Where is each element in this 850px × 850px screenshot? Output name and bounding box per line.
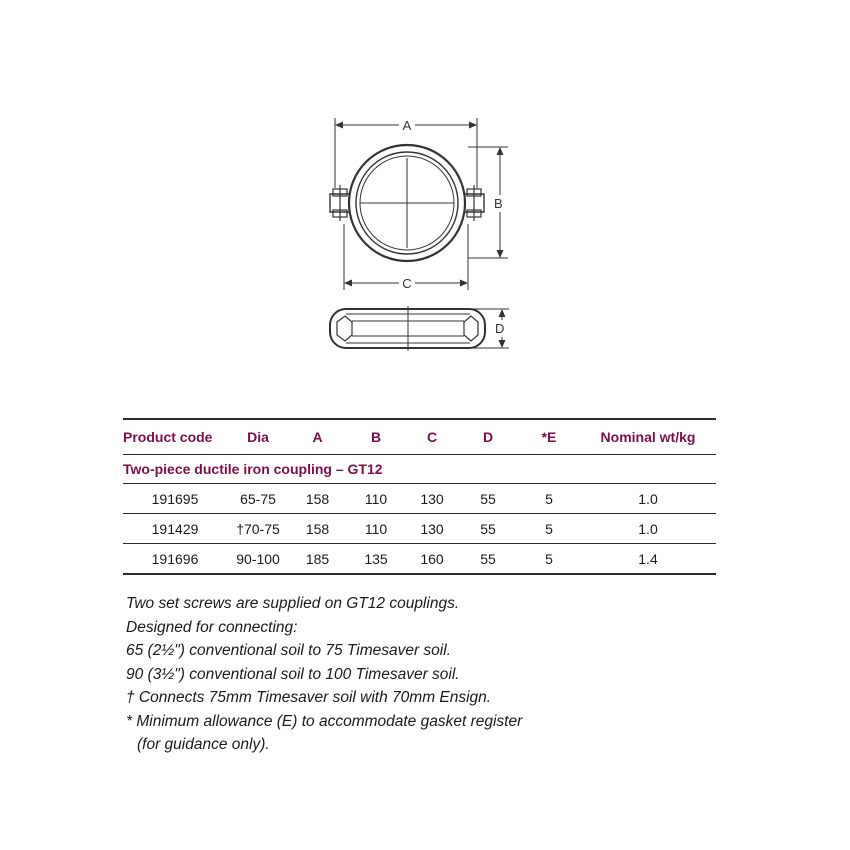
table-row — [123, 544, 716, 575]
cell-c: 130 — [406, 514, 458, 544]
cell-dia: 90-100 — [227, 544, 289, 575]
notes — [126, 592, 726, 757]
note-line: 90 (3½") conventional soil to 100 Timesaver soil. — [126, 665, 460, 683]
cell-d: 55 — [458, 514, 518, 544]
note-line: Designed for connecting: — [126, 618, 298, 636]
cell-e: 5 — [518, 514, 580, 544]
header-b: B — [346, 419, 406, 455]
cell-c: 130 — [406, 484, 458, 514]
header-d: D — [458, 419, 518, 455]
cell-product-code: 191695 — [123, 484, 227, 514]
dimension-label-c: C — [402, 276, 412, 291]
cell-e: 5 — [518, 484, 580, 514]
dimension-label-a: A — [402, 118, 412, 133]
cell-d: 55 — [458, 544, 518, 575]
header-dia: Dia — [227, 419, 289, 455]
cell-c: 160 — [406, 544, 458, 575]
cell-product-code: 191696 — [123, 544, 227, 575]
table-row — [123, 484, 716, 514]
cell-b: 110 — [346, 484, 406, 514]
cell-e: 5 — [518, 544, 580, 575]
note-line: (for guidance only). — [137, 736, 270, 753]
cell-b: 110 — [346, 514, 406, 544]
cell-a: 158 — [289, 484, 346, 514]
spec-table — [123, 418, 716, 575]
coupling-top-view — [330, 145, 484, 261]
cell-weight: 1.0 — [580, 484, 716, 514]
note-line: Two set screws are supplied on GT12 couplings. — [126, 595, 460, 612]
cell-weight: 1.0 — [580, 514, 716, 544]
cell-weight: 1.4 — [580, 544, 716, 575]
dimension-label-b: B — [494, 196, 503, 211]
cell-dia: †70-75 — [227, 514, 289, 544]
coupling-side-view — [330, 306, 485, 351]
cell-dia: 65-75 — [227, 484, 289, 514]
note-line: * Minimum allowance (E) to accommodate gasket register — [126, 712, 523, 730]
cell-a: 158 — [289, 514, 346, 544]
table-header-row — [123, 419, 716, 455]
header-c: C — [406, 419, 458, 455]
table-row — [123, 514, 716, 544]
header-nominal-weight: Nominal wt/kg — [580, 419, 716, 455]
cell-d: 55 — [458, 484, 518, 514]
cell-product-code: 191429 — [123, 514, 227, 544]
header-a: A — [289, 419, 346, 455]
note-line: 65 (2½") conventional soil to 75 Timesaver soil. — [126, 642, 451, 659]
cell-a: 185 — [289, 544, 346, 575]
header-e: *E — [518, 419, 580, 455]
coupling-diagram — [0, 0, 850, 400]
group-title: Two-piece ductile iron coupling – GT12 — [123, 455, 716, 484]
cell-b: 135 — [346, 544, 406, 575]
dimension-label-d: D — [495, 321, 505, 336]
table-group-row — [123, 455, 716, 484]
header-product-code: Product code — [123, 419, 227, 455]
note-line: † Connects 75mm Timesaver soil with 70mm Ensign. — [126, 689, 492, 706]
